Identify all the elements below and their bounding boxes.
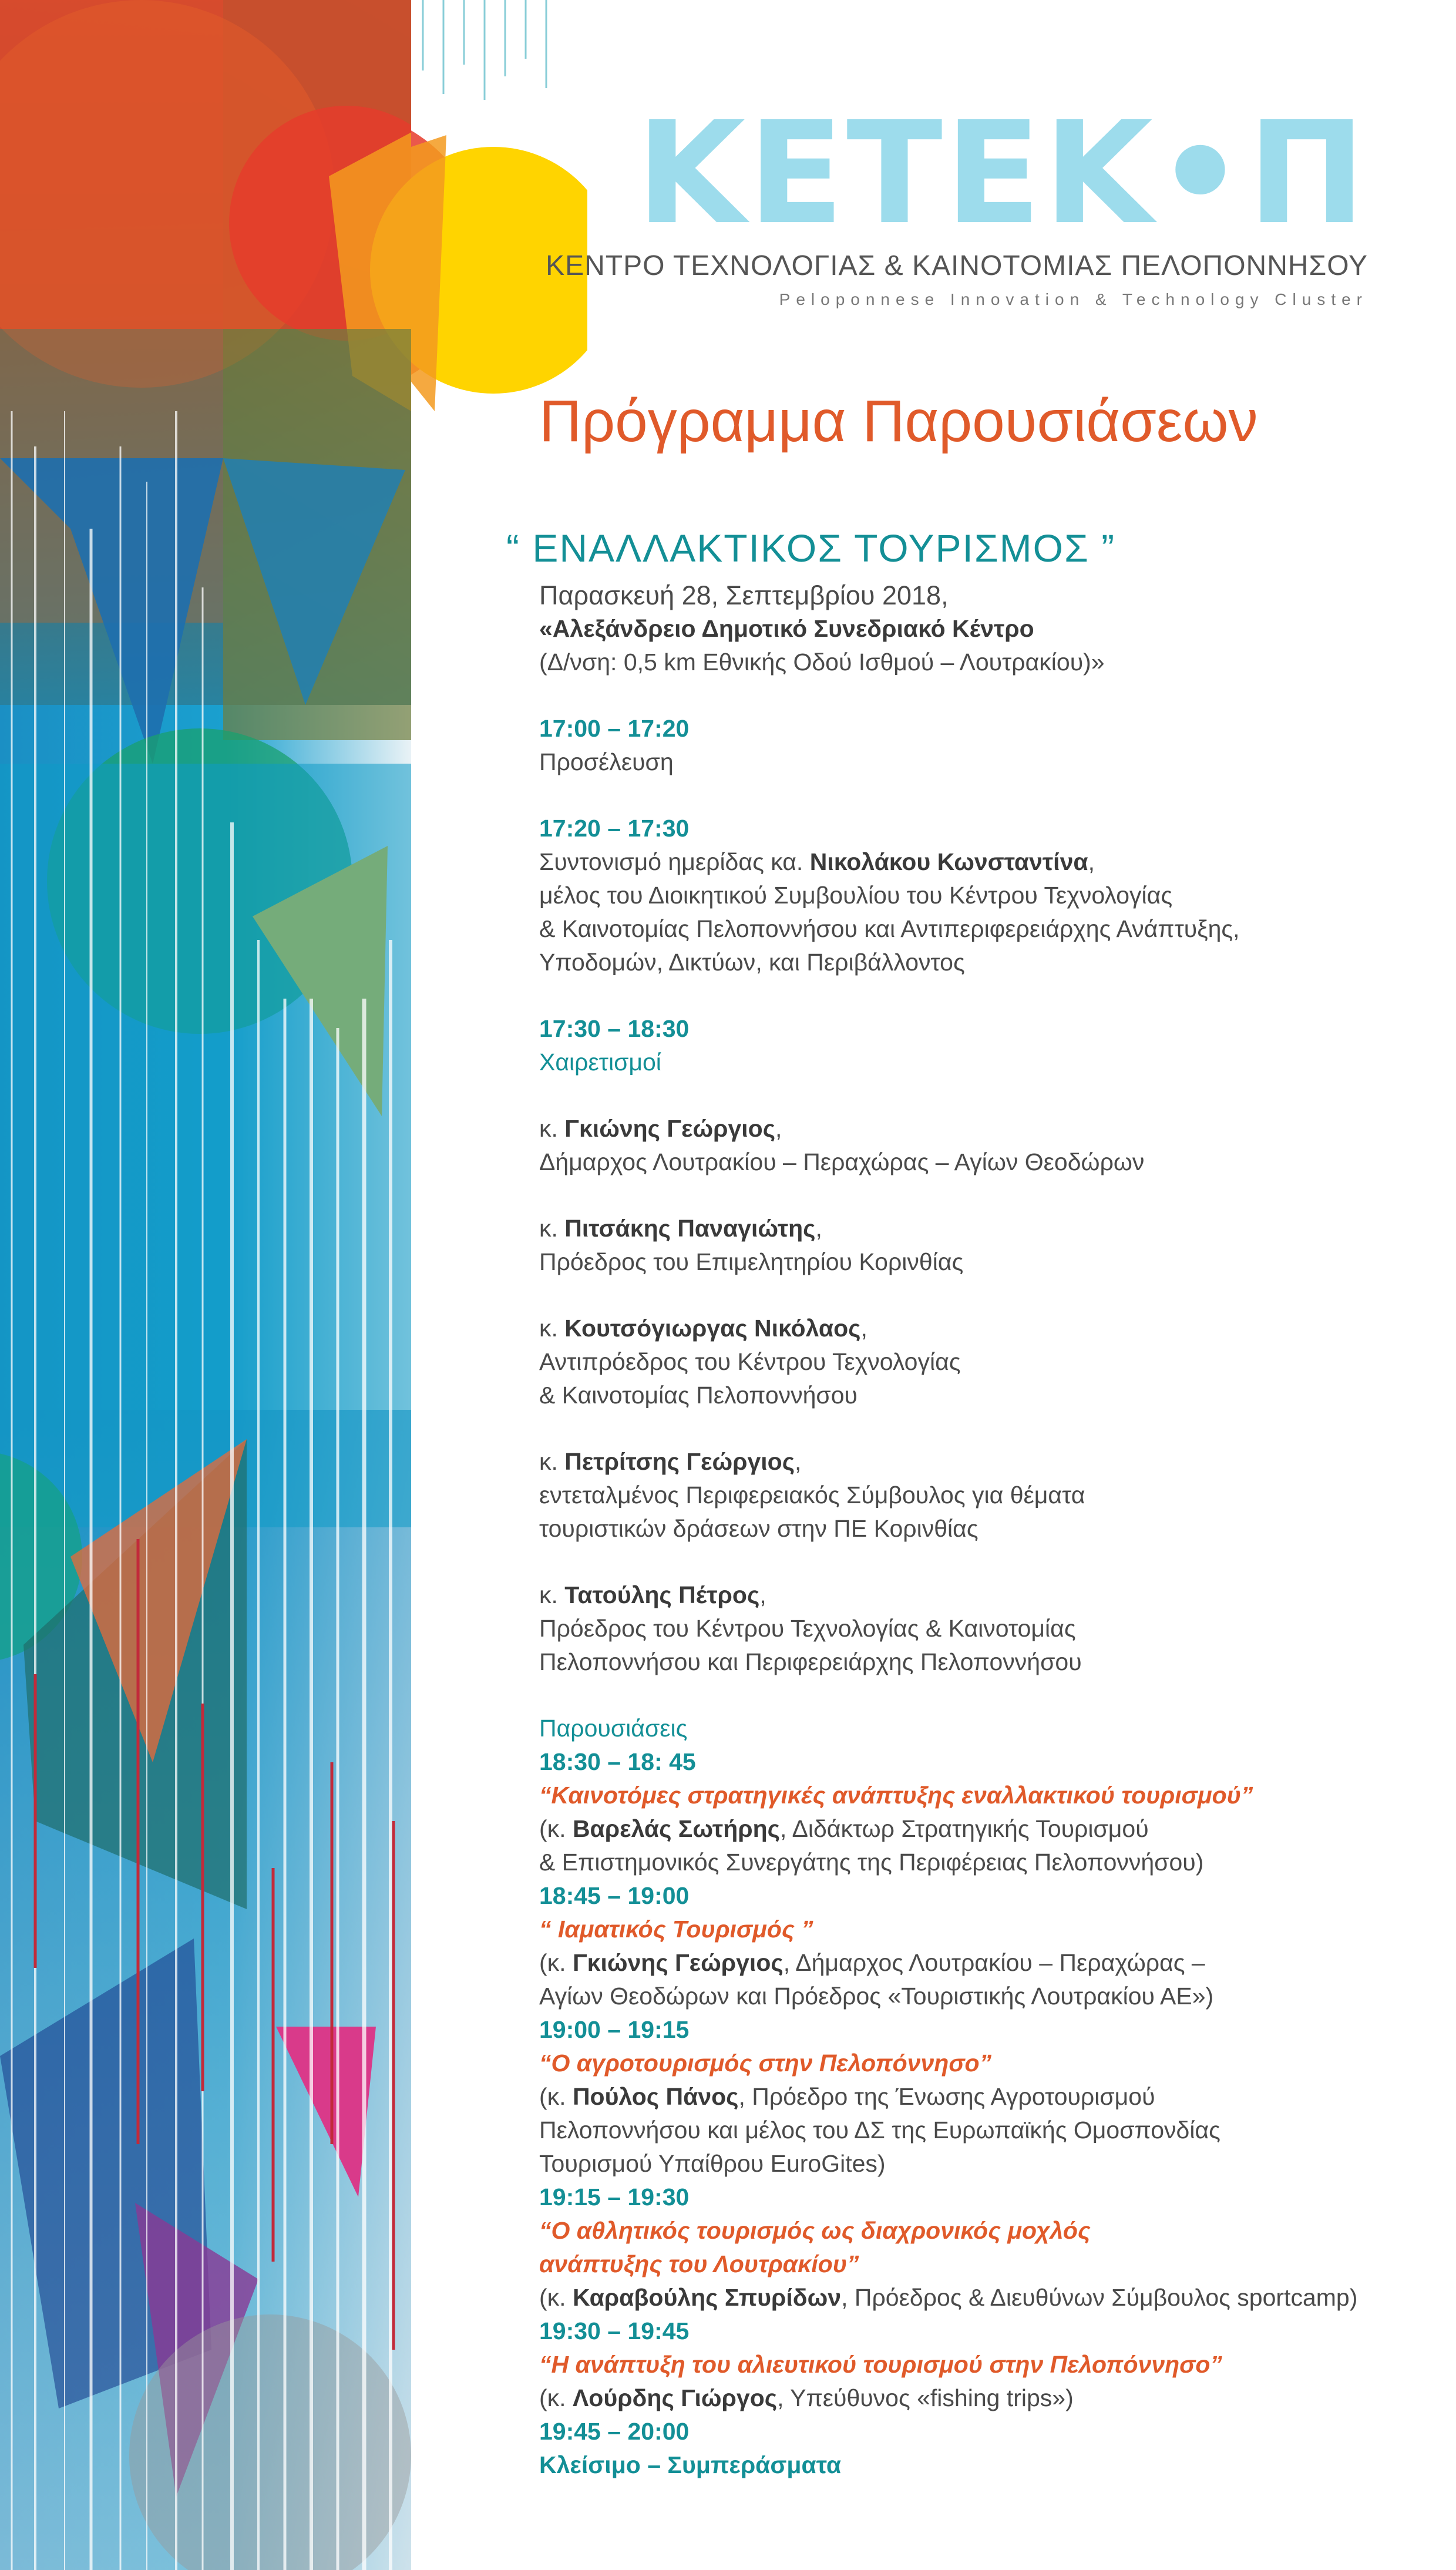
greetings-label: Χαιρετισμοί: [539, 1049, 661, 1076]
speaker-3-role-1: Αντιπρόεδρος του Κέντρου Τεχνολογίας: [539, 1348, 961, 1375]
coordination-line: Συντονισμό ημερίδας κα. Νικολάκου Κωνσταντίνα,: [539, 848, 1095, 875]
presentation-1-time: 18:30 – 18: 45: [539, 1748, 696, 1775]
logo: [546, 91, 1368, 309]
speaker-1-name: κ. Γκιώνης Γεώργιος,: [539, 1115, 782, 1142]
arrival-label: Προσέλευση: [539, 748, 674, 775]
decorative-artwork: [0, 0, 411, 2570]
presentation-1-title: “Καινοτόμες στρατηγικές ανάπτυξης εναλλακτικού τουρισμού”: [539, 1782, 1253, 1809]
presentation-2-role: Αγίων Θεοδώρων και Πρόεδρος «Τουριστικής Λουτρακίου ΑΕ»): [539, 1983, 1214, 2010]
presentation-1-speaker: (κ. Βαρελάς Σωτήρης, Διδάκτωρ Στρατηγικής Τουρισμού: [539, 1815, 1149, 1842]
logo-mark: ΚΕΤΕΚ•Π: [636, 91, 1368, 256]
logo-subtitle-greek: ΚΕΝΤΡΟ ΤΕΧΝΟΛΟΓΙΑΣ & ΚΑΙΝΟΤΟΜΙΑΣ ΠΕΛΟΠΟΝΝΗΣΟΥ: [546, 250, 1368, 281]
presentation-3-speaker: (κ. Πούλος Πάνος, Πρόεδρο της Ένωσης Αγροτουρισμού: [539, 2083, 1155, 2110]
presentation-3-time: 19:00 – 19:15: [539, 2016, 690, 2043]
speaker-2-name: κ. Πιτσάκης Παναγιώτης,: [539, 1215, 822, 1242]
presentation-1-role: & Επιστημονικός Συνεργάτης της Περιφέρειας Πελοποννήσου): [539, 1849, 1204, 1876]
presentation-5-speaker: (κ. Λούρδης Γιώργος, Υπεύθυνος «fishing trips»): [539, 2384, 1074, 2411]
coordination-role-2: & Καινοτομίας Πελοποννήσου και Αντιπεριφερειάρχης Ανάπτυξης,: [539, 915, 1240, 942]
speaker-3-role-2: & Καινοτομίας Πελοποννήσου: [539, 1382, 858, 1409]
presentation-3-role-2: Τουρισμού Υπαίθρου EuroGites): [539, 2150, 886, 2177]
speaker-4-role-2: τουριστικών δράσεων στην ΠΕ Κορινθίας: [539, 1515, 978, 1542]
presentation-2-time: 18:45 – 19:00: [539, 1882, 690, 1909]
event-title: “ ΕΝΑΛΛΑΚΤΙΚΟΣ ΤΟΥΡΙΣΜΟΣ ”: [506, 526, 1116, 570]
greetings-time: 17:30 – 18:30: [539, 1015, 690, 1042]
presentation-3-title: “Ο αγροτουρισμός στην Πελοπόννησο”: [539, 2050, 992, 2077]
presentation-5-title: “Η ανάπτυξη του αλιευτικού τουρισμού στην Πελοπόννησο”: [539, 2351, 1222, 2378]
closing-label: Κλείσιμο – Συμπεράσματα: [539, 2451, 842, 2478]
coordination-role-1: μέλος του Διοικητικού Συμβουλίου του Κέντρου Τεχνολογίας: [539, 882, 1173, 909]
event-date: Παρασκευή 28, Σεπτεμβρίου 2018,: [539, 580, 949, 610]
presentation-4-time: 19:15 – 19:30: [539, 2183, 690, 2210]
presentation-4-title-1: “Ο αθλητικός τουρισμός ως διαχρονικός μοχλός: [539, 2217, 1091, 2244]
speaker-2-role: Πρόεδρος του Επιμελητηρίου Κορινθίας: [539, 1248, 964, 1275]
venue-address: (Δ/νση: 0,5 km Εθνικής Οδού Ισθμού – Λουτρακίου)»: [539, 649, 1105, 676]
presentation-2-speaker: (κ. Γκιώνης Γεώργιος, Δήμαρχος Λουτρακίου – Περαχώρας –: [539, 1949, 1205, 1976]
coordination-role-3: Υποδομών, Δικτύων, και Περιβάλλοντος: [539, 949, 965, 976]
presentations-label: Παρουσιάσεις: [539, 1715, 688, 1742]
venue-name: «Αλεξάνδρειο Δημοτικό Συνεδριακό Κέντρο: [539, 615, 1034, 642]
coordination-time: 17:20 – 17:30: [539, 815, 690, 842]
presentation-4-title-2: ανάπτυξης του Λουτρακίου”: [539, 2250, 859, 2277]
presentation-2-title: “ Ιαματικός Τουρισμός ”: [539, 1916, 813, 1943]
decorative-top-lines: [411, 0, 587, 106]
page-title: Πρόγραμμα Παρουσιάσεων: [539, 388, 1258, 454]
arrival-time: 17:00 – 17:20: [539, 715, 690, 742]
presentation-5-time: 19:30 – 19:45: [539, 2317, 690, 2344]
speaker-5-name: κ. Τατούλης Πέτρος,: [539, 1581, 766, 1608]
speaker-4-role-1: εντεταλμένος Περιφερειακός Σύμβουλος για θέματα: [539, 1481, 1085, 1509]
speaker-3-name: κ. Κουτσόγιωργας Νικόλαος,: [539, 1315, 867, 1342]
speaker-5-role-2: Πελοποννήσου και Περιφερειάρχης Πελοποννήσου: [539, 1648, 1082, 1675]
logo-subtitle-english: Peloponnese Innovation & Technology Cluster: [779, 290, 1368, 308]
program-content: [539, 579, 1432, 2482]
speaker-1-role: Δήμαρχος Λουτρακίου – Περαχώρας – Αγίων Θεοδώρων: [539, 1148, 1145, 1175]
presentation-4-speaker: (κ. Καραβούλης Σπυρίδων, Πρόεδρος & Διευθύνων Σύμβουλος sportcamp): [539, 2284, 1358, 2311]
speaker-4-name: κ. Πετρίτσης Γεώργιος,: [539, 1448, 802, 1475]
closing-time: 19:45 – 20:00: [539, 2418, 690, 2445]
speaker-5-role-1: Πρόεδρος του Κέντρου Τεχνολογίας & Καινοτομίας: [539, 1615, 1076, 1642]
presentation-3-role-1: Πελοποννήσου και μέλος του ΔΣ της Ευρωπαϊκής Ομοσπονδίας: [539, 2117, 1220, 2144]
